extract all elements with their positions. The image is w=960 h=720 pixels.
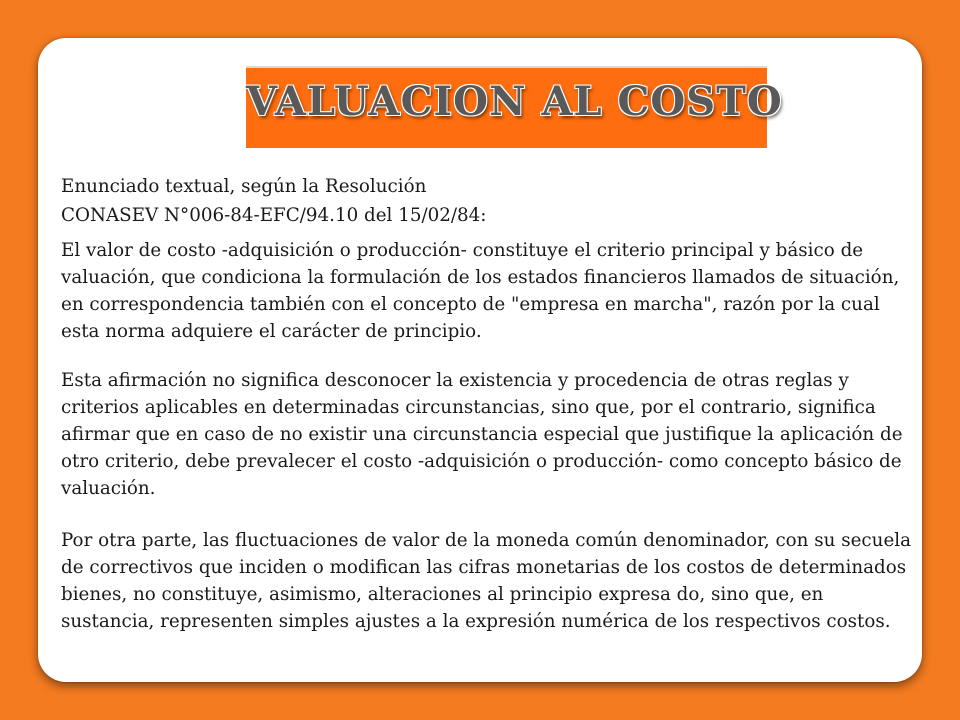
slide-title: VALUACION AL COSTO — [246, 78, 783, 125]
intro-line-reference: CONASEV N°006-84-EFC/94.10 del 15/02/84: — [61, 205, 487, 226]
paragraph-currency-fluctuations: Por otra parte, las fluctuaciones de valor de la moneda común denominador, con su secuela de correctivos que inciden o modifican las cifras monetarias de los costos de determinados bienes, no constituye, asimismo, alteraciones al principio expresa do, sino que, en sustancia, representen simples ajustes a la expresión numérica de los respectivos costos. — [61, 530, 912, 632]
intro-text — [61, 172, 921, 230]
paragraph-cost-criterion: El valor de costo -adquisición o producción- constituye el criterio principal y básico de valuación, que condiciona la formulación de los estados financieros llamados de situación, en correspondencia también con el concepto de "empresa en marcha", razón por la cual esta norma adquiere el carácter de principio. — [61, 240, 900, 342]
intro-line-resolution: Enunciado textual, según la Resolución — [61, 176, 427, 197]
paragraph-other-rules: Esta afirmación no significa desconocer la existencia y procedencia de otras reglas y criterios aplicables en determinadas circunstancias, sino que, por el contrario, significa afirmar que en caso de no existir una circunstancia especial que justifique la aplicación de otro criterio, debe prevalecer el costo -adquisición o producción- como concepto básico de valuación. — [61, 370, 903, 499]
title-banner — [246, 66, 783, 148]
